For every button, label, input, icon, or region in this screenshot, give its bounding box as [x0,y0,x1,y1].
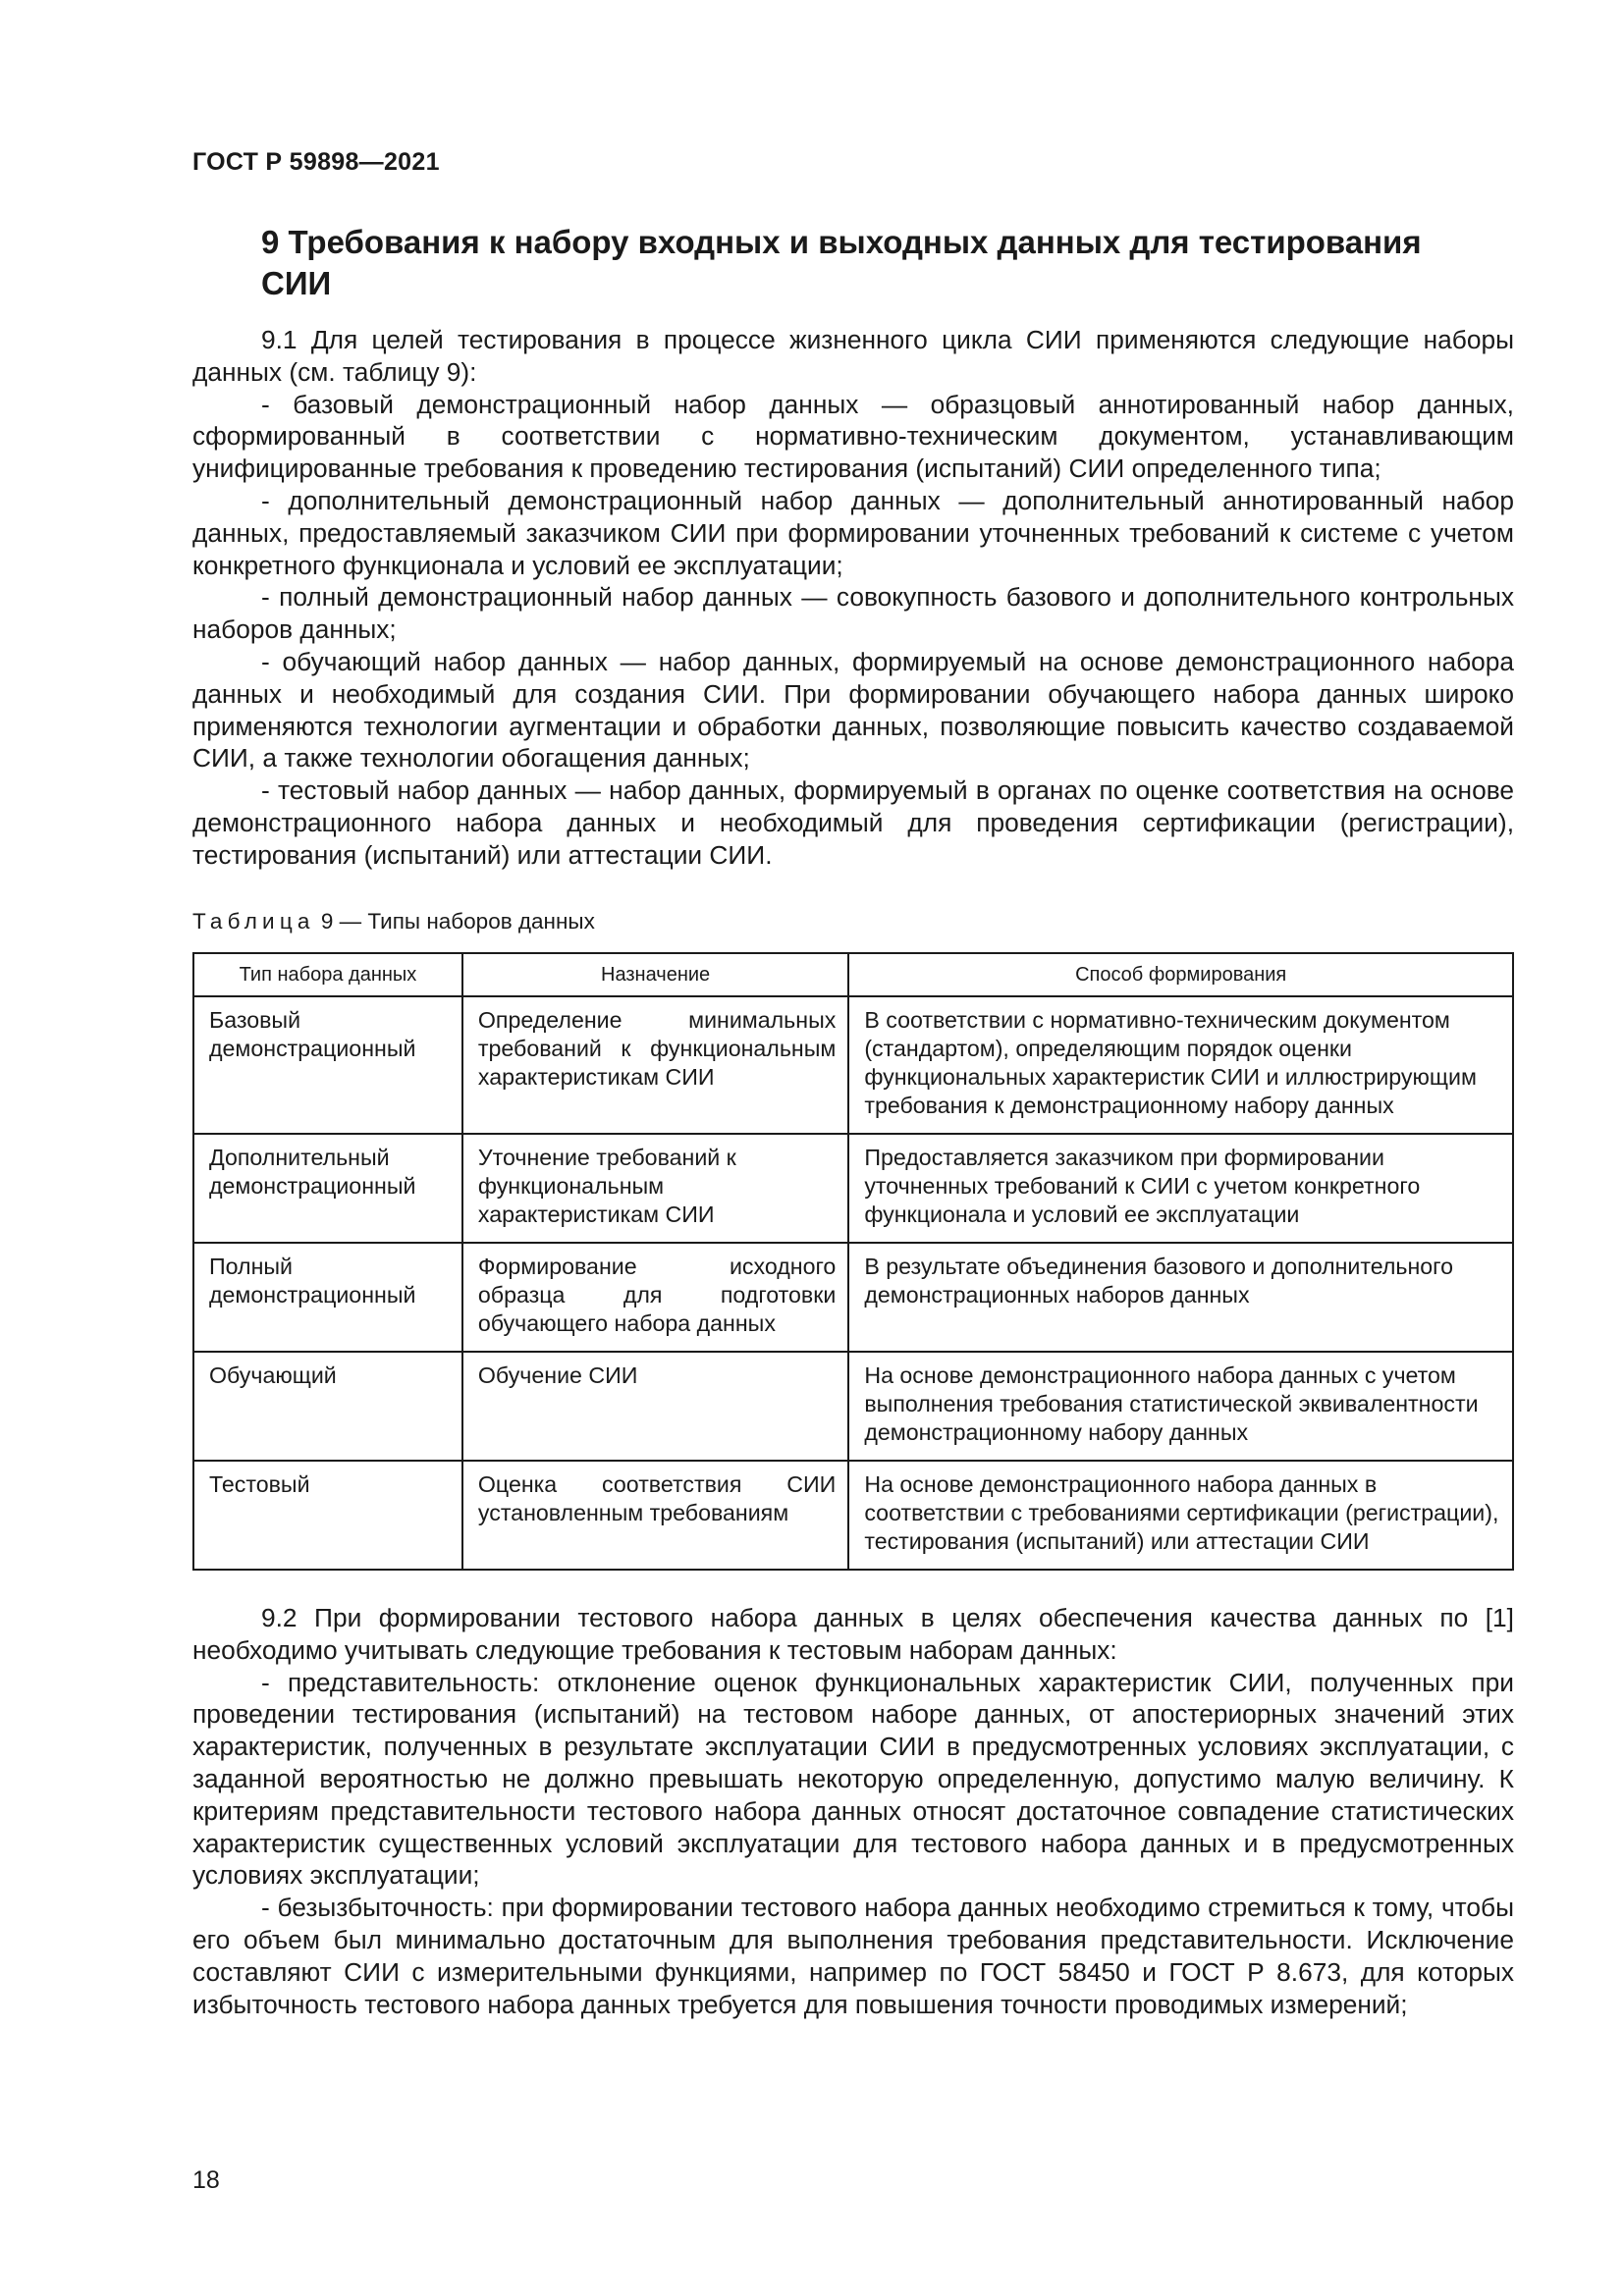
table-cell: На основе демонстрационного набора данных в соответствии с требованиями сертификации (регистрации), тестирования (испытаний) или аттестации СИИ [848,1461,1513,1570]
table-cell: Определение минимальных требований к функциональным характеристикам СИИ [462,996,848,1134]
list-item: - представительность: отклонение оценок функциональных характеристик СИИ, полученных при проведении тестирования (испытаний) на тестовом наборе данных, от апостериорных значений этих характеристик, полученных в результате эксплуатации СИИ в предусмотренных условиях эксплуатации, с заданной вероятностью не должно превышать некоторую определенную, допустимо малую величину. К критериям представительности тестового набора данных относят достаточное совпадение статистических характеристик существенных условий эксплуатации для тестового набора данных и в предусмотренных условиях эксплуатации; [192,1667,1514,1891]
table-caption-label: Таблица [192,909,315,934]
section-title: 9 Требования к набору входных и выходных данных для тестирования СИИ [261,224,1422,301]
table-caption-text: 9 — Типы наборов данных [320,909,595,934]
table-cell: Уточнение требований к функциональным характеристикам СИИ [462,1134,848,1243]
table-cell: Полный демонстрационный [193,1243,462,1352]
table-row [193,1352,1513,1461]
section-9-1-text [192,324,1514,872]
data-table [192,952,1514,1571]
table-cell: Тестовый [193,1461,462,1570]
document-header: ГОСТ Р 59898—2021 [192,148,440,176]
column-header: Назначение [462,953,848,996]
document-page [192,0,1514,2296]
page-number: 18 [192,2166,220,2194]
list-item: - тестовый набор данных — набор данных, формируемый в органах по оценке соответствия на основе демонстрационного набора данных и необходимый для проведения сертификации (регистрации), тестирования (испытаний) или аттестации СИИ. [192,775,1514,870]
list-item: - дополнительный демонстрационный набор данных — дополнительный аннотированный набор данных, предоставляемый заказчиком СИИ при формировании уточненных требований к системе с учетом конкретного функционала и условий ее эксплуатации; [192,485,1514,580]
table-caption [192,909,595,934]
list-item: - полный демонстрационный набор данных — совокупность базового и дополнительного контрольных наборов данных; [192,582,1514,645]
section-9-2-text [192,1602,1514,2020]
paragraph: 9.1 Для целей тестирования в процессе жизненного цикла СИИ применяются следующие наборы данных (см. таблицу 9): [192,325,1514,387]
paragraph: 9.2 При формировании тестового набора данных в целях обеспечения качества данных по [1] необходимо учитывать следующие требования к тестовым наборам данных: [192,1603,1514,1665]
list-item: - базовый демонстрационный набор данных — образцовый аннотированный набор данных, сформированный в соответствии с нормативно-техническим документом, устанавливающим унифицированные требования к проведению тестирования (испытаний) СИИ определенного типа; [192,389,1514,484]
column-header: Тип набора данных [193,953,462,996]
table-cell: Обучение СИИ [462,1352,848,1461]
table-row [193,1461,1513,1570]
table-cell: В соответствии с нормативно-техническим документом (стандартом), определяющим порядок оценки функциональных характеристик СИИ и иллюстрирующим требования к демонстрационному набору данных [848,996,1513,1134]
table-cell: На основе демонстрационного набора данных с учетом выполнения требования статистической эквивалентности демонстрационному набору данных [848,1352,1513,1461]
table-row [193,996,1513,1134]
table-cell: Формирование исходного образца для подготовки обучающего набора данных [462,1243,848,1352]
table-cell: Дополнительный демонстрационный [193,1134,462,1243]
table-cell: В результате объединения базового и дополнительного демонстрационных наборов данных [848,1243,1513,1352]
list-item: - безызбыточность: при формировании тестового набора данных необходимо стремиться к тому, чтобы его объем был минимально достаточным для выполнения требования представительности. Исключение составляют СИИ с измерительными функциями, например по ГОСТ 58450 и ГОСТ Р 8.673, для которых избыточность тестового набора данных требуется для повышения точности проводимых измерений; [192,1893,1514,2019]
table-row [193,1134,1513,1243]
table-cell: Оценка соответствия СИИ установленным требованиям [462,1461,848,1570]
list-item: - обучающий набор данных — набор данных, формируемый на основе демонстрационного набора данных и необходимый для создания СИИ. При формировании обучающего набора данных широко применяются технологии аугментации и обработки данных, позволяющие повысить качество создаваемой СИИ, а также технологии обогащения данных; [192,646,1514,774]
table-row [193,1243,1513,1352]
column-header: Способ формирования [848,953,1513,996]
table-header-row [193,953,1513,996]
table-cell: Обучающий [193,1352,462,1461]
table-cell: Базовый демонстрационный [193,996,462,1134]
table-cell: Предоставляется заказчиком при формировании уточненных требований к СИИ с учетом конкретного функционала и условий ее эксплуатации [848,1134,1513,1243]
